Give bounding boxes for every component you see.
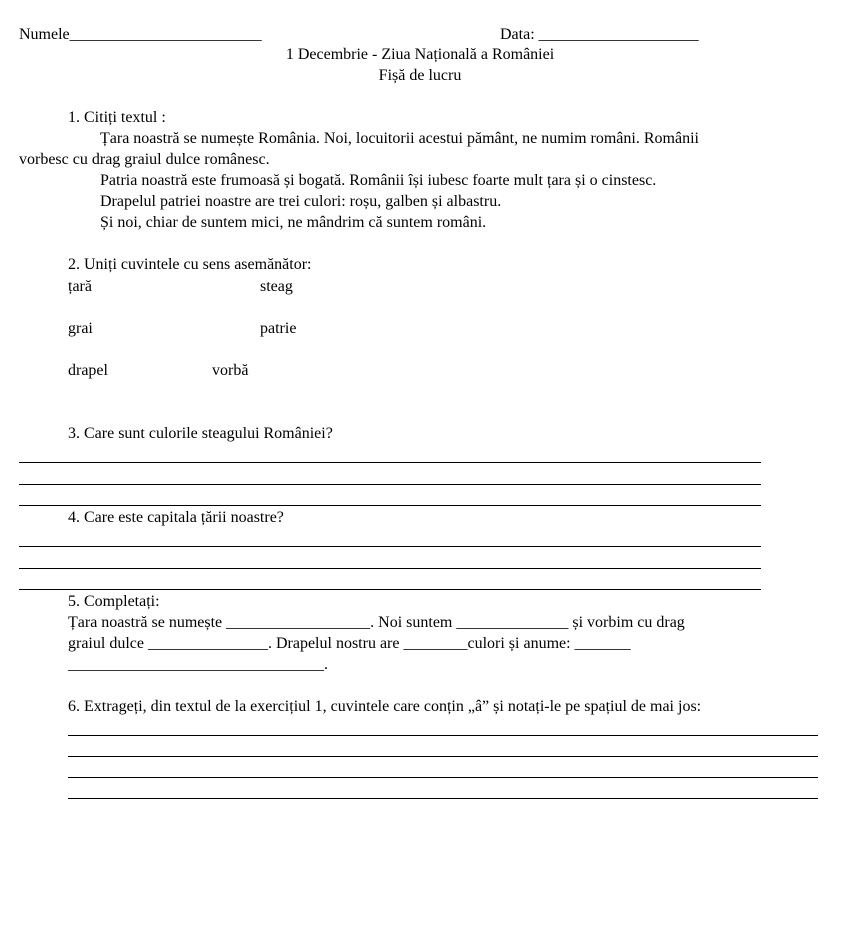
answer-line[interactable] — [19, 589, 761, 590]
exercise-1-text-line: Țara noastră se numește România. Noi, locuitorii acestui pământ, ne numim români. Românii — [100, 130, 699, 147]
match-word-left: drapel — [68, 362, 108, 379]
date-field-label: Data: ____________________ — [500, 26, 699, 43]
name-field-label: Numele________________________ — [19, 26, 262, 43]
answer-line[interactable] — [68, 798, 818, 799]
exercise-5-prompt: 5. Completați: — [68, 593, 160, 610]
answer-line[interactable] — [19, 462, 761, 463]
match-word-right: patrie — [260, 320, 297, 337]
match-word-right: vorbă — [212, 362, 249, 379]
answer-line[interactable] — [19, 568, 761, 569]
exercise-6-prompt: 6. Extrageți, din textul de la exercițiul 1, cuvintele care conțin „â” și notați-le pe spațiul de mai jos: — [68, 698, 702, 715]
exercise-1-text-line: vorbesc cu drag graiul dulce românesc. — [19, 151, 270, 168]
fill-in-line[interactable]: ________________________________. — [68, 656, 328, 673]
answer-line[interactable] — [68, 777, 818, 778]
answer-line[interactable] — [19, 505, 761, 506]
fill-in-line[interactable]: Țara noastră se numește __________________. Noi suntem ______________ și vorbim cu drag — [68, 614, 685, 631]
exercise-1-prompt: 1. Citiți textul : — [68, 109, 166, 126]
page-title: 1 Decembrie - Ziua Națională a României — [285, 46, 555, 63]
exercise-1-text-line: Drapelul patriei noastre are trei culori: roșu, galben și albastru. — [100, 193, 502, 210]
match-word-left: țară — [68, 278, 92, 295]
exercise-2-prompt: 2. Uniți cuvintele cu sens asemănător: — [68, 256, 312, 273]
match-word-left: grai — [68, 320, 93, 337]
exercise-1-text-line: Patria noastră este frumoasă și bogată. Românii își iubesc foarte mult țara și o cinstesc. — [100, 172, 657, 189]
page-subtitle: Fișă de lucru — [378, 67, 462, 84]
answer-line[interactable] — [19, 546, 761, 547]
answer-line[interactable] — [19, 484, 761, 485]
exercise-4-prompt: 4. Care este capitala țării noastre? — [68, 509, 284, 526]
exercise-1-text-line: Și noi, chiar de suntem mici, ne mândrim că suntem români. — [100, 214, 487, 231]
answer-line[interactable] — [68, 735, 818, 736]
match-word-right: steag — [260, 278, 293, 295]
answer-line[interactable] — [68, 756, 818, 757]
exercise-3-prompt: 3. Care sunt culorile steagului României? — [68, 425, 333, 442]
fill-in-line[interactable]: graiul dulce _______________. Drapelul nostru are ________culori și anume: _______ — [68, 635, 631, 652]
